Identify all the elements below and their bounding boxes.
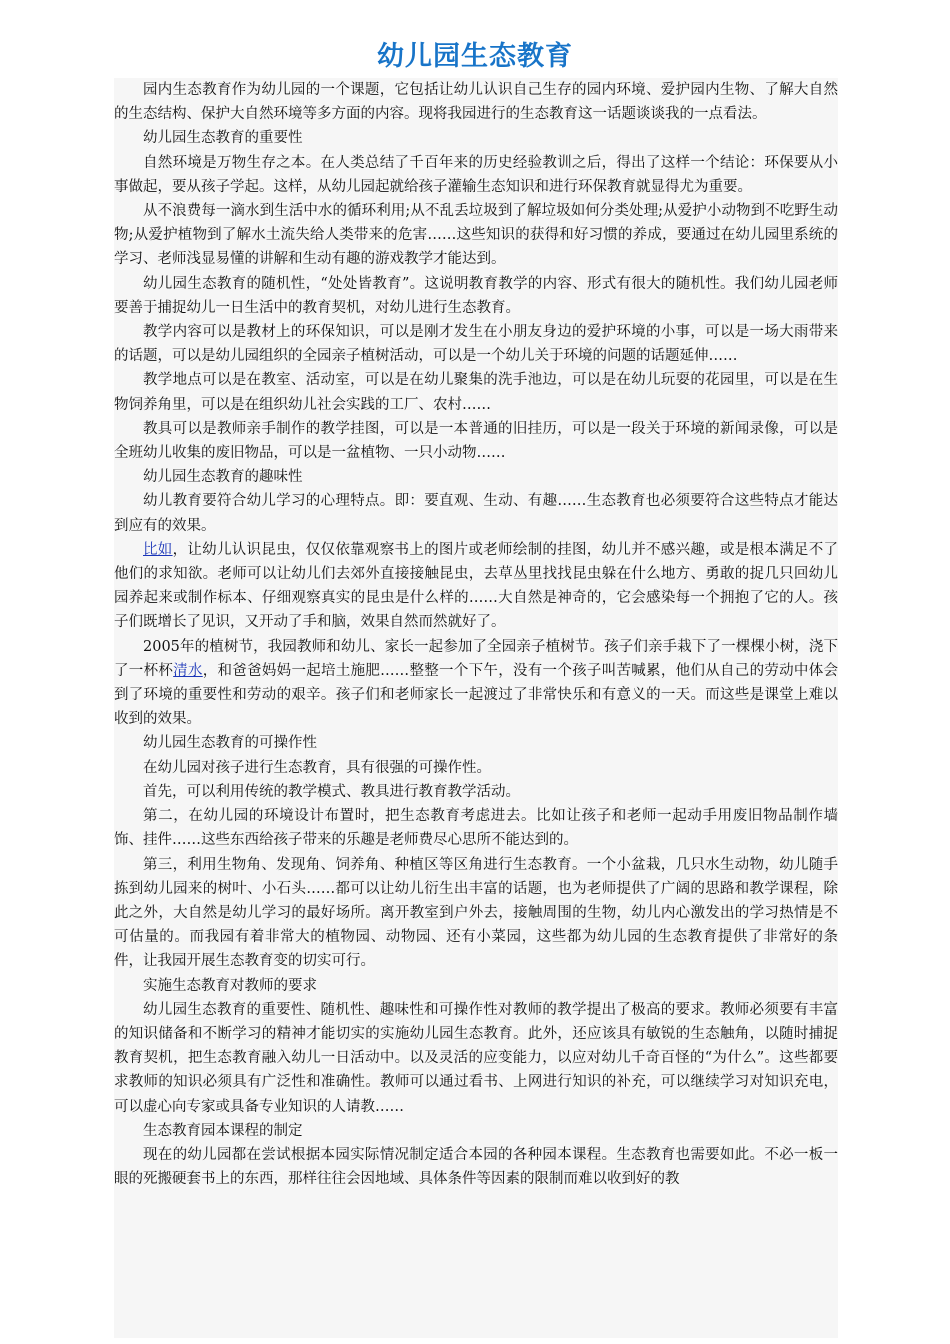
- paragraph: [114, 538, 838, 635]
- article-body: [114, 78, 838, 1338]
- paragraph-text: ，和爸爸妈妈一起培土施肥……整整一个下午，没有一个孩子叫苦喊累，他们从自己的劳动中体会到了环境的重要性和劳动的艰辛。孩子们和老师家长一起渡过了非常快乐和有意义的一天。而这些是课堂上难以收到的效果。: [114, 662, 838, 728]
- section-heading: 实施生态教育对教师的要求: [143, 977, 317, 994]
- paragraph: 教学地点可以是在教室、活动室，可以是在幼儿聚集的洗手池边，可以是在幼儿玩耍的花园里，可以是在生物饲养角里，可以是在组织幼儿社会实践的工厂、农村……: [114, 372, 838, 413]
- paragraph: 自然环境是万物生存之本。在人类总结了千百年来的历史经验教训之后，得出了这样一个结论：环保要从小事做起，要从孩子学起。这样，从幼儿园起就给孩子灌输生态知识和进行环保教育就显得尤为重要。: [114, 154, 838, 195]
- link-qingshui[interactable]: 清水: [173, 662, 203, 679]
- section-heading: 幼儿园生态教育的可操作性: [143, 735, 317, 752]
- link-biru[interactable]: 比如: [143, 541, 173, 558]
- paragraph: 幼儿教育要符合幼儿学习的心理特点。即：要直观、生动、有趣……生态教育也必须要符合这些特点才能达到应有的效果。: [114, 493, 838, 534]
- section-heading: 生态教育园本课程的制定: [143, 1122, 303, 1139]
- paragraph: 幼儿园生态教育的随机性，“处处皆教育”。这说明教育教学的内容、形式有很大的随机性。我们幼儿园老师要善于捕捉幼儿一日生活中的教育契机，对幼儿进行生态教育。: [114, 275, 838, 316]
- paragraph: 教学内容可以是教材上的环保知识，可以是刚才发生在小朋友身边的爱护环境的小事，可以是一场大雨带来的话题，可以是幼儿园组织的全园亲子植树活动，可以是一个幼儿关于环境的问题的话题延伸……: [114, 324, 838, 365]
- paragraph: 第三，利用生物角、发现角、饲养角、种植区等区角进行生态教育。一个小盆栽，几只水生动物，幼儿随手拣到幼儿园来的树叶、小石头……都可以让幼儿衍生出丰富的话题，也为老师提供了广阔的思路和教学课程，除此之外，大自然是幼儿学习的最好场所。离开教室到户外去，接触周围的生物，幼儿内心激发出的学习热情是不可估量的。而我园有着非常大的植物园、动物园、还有小菜园，这些都为幼儿园的生态教育提供了非常好的条件，让我园开展生态教育变的切实可行。: [114, 856, 838, 970]
- paragraph: 首先，可以利用传统的教学模式、教具进行教育教学活动。: [143, 783, 520, 800]
- paragraph: [114, 635, 838, 732]
- page-title: 幼儿园生态教育: [377, 41, 573, 72]
- paragraph: 第二，在幼儿园的环境设计布置时，把生态教育考虑进去。比如让孩子和老师一起动手用废旧物品制作墙饰、挂件……这些东西给孩子带来的乐趣是老师费尽心思所不能达到的。: [114, 808, 838, 849]
- paragraph: 从不浪费每一滴水到生活中水的循环利用;从不乱丢垃圾到了解垃圾如何分类处理;从爱护小动物到不吃野生动物;从爱护植物到了解水土流失给人类带来的危害……这些知识的获得和好习惯的养成，要通过在幼儿园里系统的学习、老师浅显易懂的讲解和生动有趣的游戏教学才能达到。: [114, 203, 838, 268]
- paragraph: 现在的幼儿园都在尝试根据本园实际情况制定适合本园的各种园本课程。生态教育也需要如此。不必一板一眼的死搬硬套书上的东西，那样往往会因地域、具体条件等因素的限制而难以收到好的教: [114, 1146, 838, 1188]
- paragraph: 在幼儿园对孩子进行生态教育，具有很强的可操作性。: [143, 759, 491, 776]
- paragraph: 园内生态教育作为幼儿园的一个课题，它包括让幼儿认识自己生存的园内环境、爱护园内生物、了解大自然的生态结构、保护大自然环境等多方面的内容。现将我园进行的生态教育这一话题谈谈我的一点看法。: [114, 82, 838, 123]
- paragraph-text: ，让幼儿认识昆虫，仅仅依靠观察书上的图片或老师绘制的挂图，幼儿并不感兴趣，或是根本满足不了他们的求知欲。老师可以让幼儿们去郊外直接接触昆虫，去草丛里找找昆虫躲在什么地方、勇敢的捉几只回幼儿园养起来或制作标本、仔细观察真实的昆虫是什么样的……大自然是神奇的，它会感染每一个拥抱了它的人。孩子们既增长了见识，又开动了手和脑，效果自然而然就好了。: [114, 541, 838, 631]
- section-heading: 幼儿园生态教育的重要性: [143, 130, 303, 147]
- section-heading: 幼儿园生态教育的趣味性: [143, 469, 303, 486]
- paragraph: 幼儿园生态教育的重要性、随机性、趣味性和可操作性对教师的教学提出了极高的要求。教师必须要有丰富的知识储备和不断学习的精神才能切实的实施幼儿园生态教育。此外，还应该具有敏锐的生态触角，以随时捕捉教育契机，把生态教育融入幼儿一日活动中。以及灵活的应变能力，以应对幼儿千奇百怪的“为什么”。这些都要求教师的知识必须具有广泛性和准确性。教师可以通过看书、上网进行知识的补充，可以继续学习对知识充电，可以虚心向专家或具备专业知识的人请教……: [114, 1001, 838, 1115]
- paragraph: 教具可以是教师亲手制作的教学挂图，可以是一本普通的旧挂历，可以是一段关于环境的新闻录像，可以是全班幼儿收集的废旧物品，可以是一盆植物、一只小动物……: [114, 420, 838, 462]
- paragraph-text: 2005年的植树节，我园教师和幼儿、家长一起参加了全园亲子植树节。孩子们亲手栽下了一棵棵小树，浇下了一杯杯: [114, 638, 838, 679]
